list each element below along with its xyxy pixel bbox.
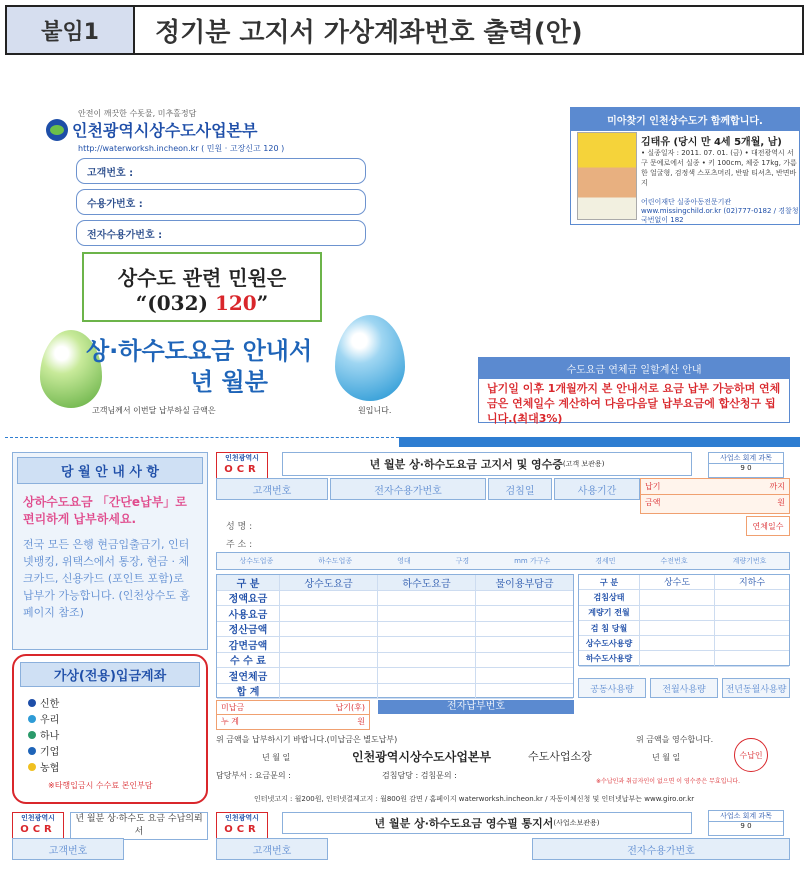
civil-number: 120 — [214, 291, 257, 315]
child-name: 김태유 (당시 만 4세 5개월, 남) — [641, 137, 782, 148]
bank-name: 기업 — [40, 747, 60, 758]
bank-name: 우리 — [40, 715, 60, 726]
table-cell: 감면금액 — [228, 640, 268, 652]
table-cell — [279, 684, 377, 699]
missing-child-box — [570, 107, 800, 225]
bank-item — [28, 729, 192, 745]
bank-item — [28, 713, 192, 729]
table-cell: 지하수 — [714, 575, 789, 589]
table-cell: 검 침 당월 — [590, 623, 628, 633]
e-consumer-number-field: 전자수용가번호 : — [76, 220, 366, 246]
notice-title: 상·하수도요금 안내서 — [86, 337, 313, 365]
table-cell: 하수도사용량 — [585, 654, 633, 664]
overdue-header: 수도요금 연체금 일할계산 안내 — [479, 358, 789, 379]
table-row — [217, 637, 573, 653]
table-cell: 검침상태 — [593, 592, 625, 602]
notice-period: 년 월분 — [190, 368, 268, 396]
table-cell: 사용요금 — [228, 609, 268, 621]
meta-label: 하수도업종 — [318, 557, 353, 565]
table-row — [217, 591, 573, 607]
table-cell — [714, 621, 789, 635]
table-cell: 상수도 — [639, 575, 714, 589]
table-row — [217, 622, 573, 638]
date-left: 년 월 일 — [262, 753, 291, 762]
e-payment-number: 전자납부번호 — [378, 700, 574, 714]
ocr-mark-bottom: 인천광역시 OCR — [216, 812, 268, 840]
bill-org: 인천광역시상수도사업본부 — [352, 750, 492, 764]
table-cell — [714, 590, 789, 604]
monthly-notice-header: 당 월 안 내 사 항 — [17, 457, 203, 484]
late-days: 연체일수 — [746, 516, 790, 536]
meta-row — [216, 552, 790, 570]
org-logo-icon — [46, 119, 68, 141]
bank-name: 신한 — [40, 699, 60, 710]
contact-info: 담당부서 : 요금문의 : — [216, 771, 291, 780]
bank-name: 하나 — [40, 731, 60, 742]
reader-info: 검침담당 : 검침문의 : — [382, 771, 457, 780]
monthly-notice-body: 전국 모든 은행 현금입출금기, 인터넷뱅킹, 위택스에서 통장, 현금 · 체크카드, 신용카드 (포인트 포함)로 납부가 가능합니다. (인천상수도 홈페이지 참조) — [23, 538, 191, 619]
date-right: 년 월 일 — [652, 753, 681, 762]
civil-line1: 상수도 관련 민원은 — [117, 266, 287, 290]
due-box: 납기 까지 금액 원 — [640, 478, 790, 514]
usage-cell: 공동사용량 — [578, 678, 646, 698]
org-url: http://waterworksh.incheon.kr ( 민원 · 고장신고 120 ) — [78, 144, 285, 153]
table-cell — [475, 622, 573, 637]
table-row — [579, 575, 789, 590]
bank-name: 농협 — [40, 763, 60, 774]
child-photo — [577, 132, 637, 220]
civil-line2: “(032) 120” — [135, 291, 269, 315]
monthly-notice-highlight: 상하수도요금 「간단e납부」로 편리하게 납부하세요. — [23, 495, 187, 526]
table-cell: 하수도요금 — [377, 575, 475, 590]
table-cell — [475, 653, 573, 668]
table-cell — [279, 622, 377, 637]
table-cell — [714, 636, 789, 650]
page-header — [5, 5, 804, 55]
table-cell — [714, 651, 789, 665]
bottom-head-e-consumer: 전자수용가번호 — [532, 838, 790, 860]
table-cell — [279, 637, 377, 652]
table-cell — [279, 653, 377, 668]
meta-label: 수전번호 — [660, 557, 688, 565]
table-cell — [639, 621, 714, 635]
table-cell — [714, 606, 789, 620]
cut-line — [5, 437, 399, 447]
meta-label: 상수도업종 — [239, 557, 274, 565]
table-cell: 상수도사용량 — [585, 638, 633, 648]
name-address: 성 명 : 주 소 : — [226, 522, 253, 550]
table-row — [217, 606, 573, 622]
attachment-tag: 붙임1 — [7, 7, 135, 53]
table-cell — [377, 684, 475, 699]
usage-cell: 전년동월사용량 — [722, 678, 790, 698]
amount-note-right: 원입니다. — [358, 406, 392, 415]
meta-label: 경세민 — [595, 557, 616, 565]
table-cell — [475, 606, 573, 621]
table-cell — [279, 668, 377, 683]
table-cell: 구 분 — [599, 577, 619, 587]
table-cell — [377, 591, 475, 606]
meta-label: 구경 — [455, 557, 470, 565]
civil-complaint-box — [82, 252, 322, 322]
table-cell — [377, 606, 475, 621]
page-title: 정기분 고지서 가상계좌번호 출력(안) — [155, 17, 583, 48]
virtual-account-panel — [12, 654, 208, 804]
table-cell: 정액요금 — [228, 594, 268, 606]
table-cell: 구 분 — [236, 578, 260, 590]
table-cell — [475, 591, 573, 606]
table-cell: 물이용부담금 — [475, 575, 573, 590]
head-read-date: 검침일 — [488, 478, 552, 500]
charge-table — [216, 574, 574, 698]
org-name: 인천광역시상수도사업본부 — [72, 121, 258, 140]
bank-logo-icon — [28, 699, 36, 707]
ocr-mark-bottom-left: 인천광역시 OCR — [12, 812, 64, 840]
office-codes: 사업소 회계 과목 9 0 — [708, 452, 784, 478]
footer-note: ※수납인과 취급자인이 없으면 이 영수증은 무효입니다. — [596, 778, 740, 785]
table-cell — [475, 668, 573, 683]
table-row — [579, 651, 789, 666]
meta-label: 계량기번호 — [732, 557, 767, 565]
table-cell — [639, 590, 714, 604]
bank-logo-icon — [28, 763, 36, 771]
receipt-stamp: 수납인 — [734, 738, 768, 772]
usage-table — [578, 574, 790, 666]
bank-logo-icon — [28, 715, 36, 723]
table-cell — [279, 606, 377, 621]
request-text: 위 금액을 납부하시기 바랍니다.(미납금은 별도납부) — [216, 735, 398, 744]
ocr-mark: 인천광역시 OCR — [216, 452, 268, 480]
table-cell — [475, 637, 573, 652]
table-row — [217, 575, 573, 591]
monthly-notice-panel — [12, 452, 208, 650]
table-row — [217, 684, 573, 700]
bank-logo-icon — [28, 731, 36, 739]
bank-item — [28, 697, 192, 713]
table-row — [579, 606, 789, 621]
meta-label: 영대 — [397, 557, 411, 565]
bottom-office-codes: 사업소 회계 과목 9 0 — [708, 810, 784, 836]
table-cell — [377, 668, 475, 683]
consumer-number-field: 수용가번호 : — [76, 189, 366, 215]
table-cell: 수 수 료 — [230, 656, 266, 668]
child-info: • 실종일자 : 2011. 07. 01. (금) • 대전광역시 서구 문예로에서 실종 • 키 100cm, 체중 17kg, 가름한 얼굴형, 검정색 스포츠머리, 반팔 티셔츠, 반면바지 — [641, 149, 797, 187]
overdue-notice — [478, 357, 790, 423]
table-row — [579, 621, 789, 636]
table-cell — [639, 651, 714, 665]
bottom-left-head: 고객번호 — [12, 838, 124, 860]
arrears-box: 미납금 납기(후) 누 계 원 — [216, 700, 370, 730]
missing-header: 미아찾기 인천상수도가 함께합니다. — [571, 108, 799, 131]
table-cell — [279, 591, 377, 606]
footer-line: 인터넷고지 : 월200원, 인터넷결제고지 : 월800원 감면 / 홈페이지 waterworksh.incheon.kr / 자동이체신청 및 인터넷납부는 www.giro.or.kr — [254, 795, 695, 803]
table-cell: 합 계 — [236, 687, 260, 699]
table-cell — [639, 606, 714, 620]
table-row — [217, 653, 573, 669]
table-row — [217, 668, 573, 684]
head-customer-number: 고객번호 — [216, 478, 328, 500]
amount-note-left: 고객님께서 이번달 납부하실 금액은 — [92, 406, 216, 415]
fee-warning: ※타행입금시 수수료 본인부담 — [48, 781, 153, 790]
table-cell: 계량기 전월 — [588, 608, 630, 618]
bank-item — [28, 761, 192, 777]
virtual-account-header: 가상(전용)입금계좌 — [20, 662, 200, 687]
bank-item — [28, 745, 192, 761]
meta-label: mm 가구수 — [514, 557, 551, 565]
table-cell — [639, 636, 714, 650]
head-e-consumer-number: 전자수용가번호 — [330, 478, 486, 500]
bank-list — [14, 691, 206, 783]
table-cell — [377, 622, 475, 637]
table-row — [579, 590, 789, 605]
table-cell: 절연체금 — [228, 671, 268, 683]
bank-logo-icon — [28, 747, 36, 755]
missing-site: 어린이재단 실종아동전문기관 www.missingchild.or.kr (02)777-0182 / 경찰청 국번없이 182 — [641, 198, 799, 224]
slogan: 안전이 깨끗한 수돗물, 미추홀정담 — [78, 109, 197, 118]
received-text: 위 금액을 영수합니다. — [636, 735, 714, 744]
table-cell — [377, 637, 475, 652]
table-cell: 정산금액 — [228, 625, 268, 637]
head-use-period: 사용기간 — [554, 478, 640, 500]
bottom-title: 년 월분 상·하수도요금 영수필 통지서 (사업소보관용) — [282, 812, 692, 834]
bill-head-row — [216, 478, 640, 500]
bill-title: 년 월분 상·하수도요금 고지서 및 영수증 (고객 보관용) — [282, 452, 692, 476]
usage-summary — [578, 678, 790, 698]
table-cell — [475, 684, 573, 699]
bill-chief: 수도사업소장 — [528, 750, 592, 763]
mascot-drop-blue-icon — [335, 315, 405, 401]
overdue-body: 납기일 이후 1개월까지 본 안내서로 요금 납부 가능하며 연체금은 연체일수 계산하여 다음다음달 납부요금에 합산청구 됩니다.(최대3%) — [487, 382, 781, 425]
usage-cell: 전월사용량 — [650, 678, 718, 698]
bottom-head-customer: 고객번호 — [216, 838, 328, 860]
customer-number-field: 고객번호 : — [76, 158, 366, 184]
bottom-left-title: 년 월분 상·하수도 요금 수납의뢰서 — [70, 812, 208, 840]
table-row — [579, 636, 789, 651]
table-cell: 상수도요금 — [279, 575, 377, 590]
table-cell — [377, 653, 475, 668]
